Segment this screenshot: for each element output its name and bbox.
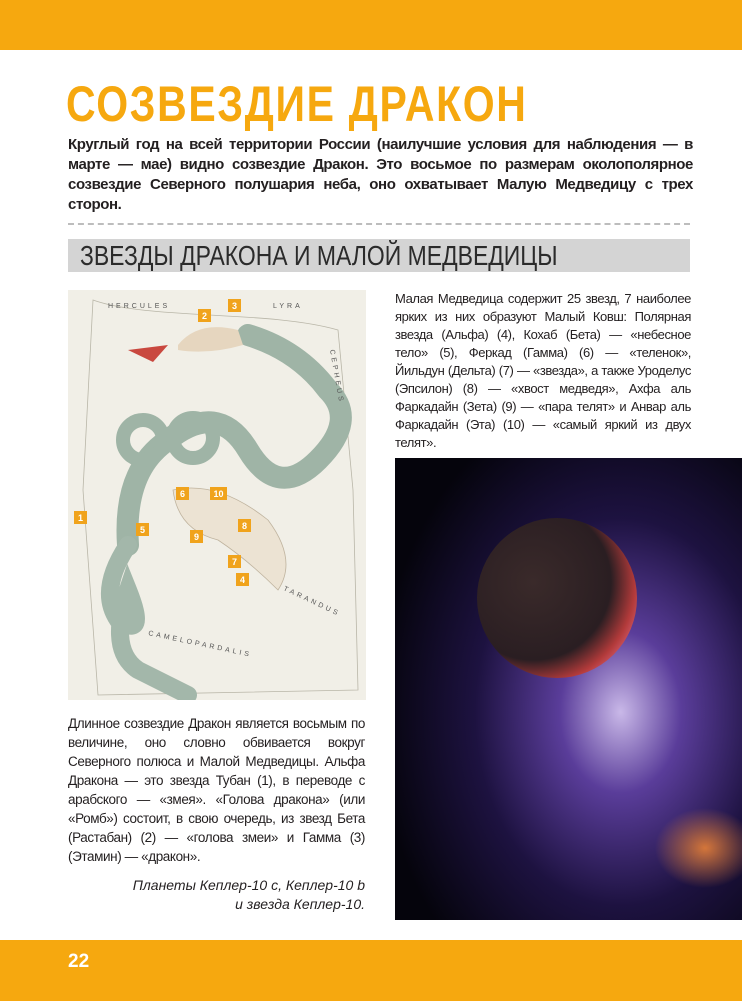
star-marker-6 — [176, 487, 189, 500]
image-caption — [68, 876, 365, 914]
section-header — [68, 239, 690, 272]
svg-text:2: 2 — [201, 311, 208, 321]
dashed-divider — [68, 223, 690, 225]
star-marker-8 — [238, 519, 251, 532]
planet — [477, 518, 637, 678]
map-label-lyra: LYRA — [273, 303, 303, 310]
svg-text:4: 4 — [239, 575, 246, 585]
star-marker-1 — [74, 511, 87, 524]
svg-text:1: 1 — [77, 513, 84, 523]
star-marker-5 — [136, 523, 149, 536]
map-label-camelopardalis: CAMELOPARDALIS — [147, 630, 253, 659]
star-marker-3 — [228, 299, 241, 312]
svg-text:9: 9 — [193, 532, 200, 542]
svg-text:3: 3 — [231, 301, 238, 311]
map-label-tarandus: TARANDUS — [282, 585, 342, 619]
svg-text:8: 8 — [241, 521, 248, 531]
svg-text:10: 10 — [213, 489, 224, 499]
svg-text:6: 6 — [179, 489, 186, 499]
bottom-orange-bar — [0, 940, 742, 1001]
right-column — [395, 290, 742, 920]
page-title: СОЗВЕЗДИЕ ДРАКОН — [66, 76, 528, 132]
star-marker-9 — [190, 530, 203, 543]
page-header — [66, 76, 693, 272]
map-label-cepheus: CEPHEUS — [328, 349, 345, 405]
map-label-hercules: HERCULES — [108, 303, 171, 310]
page-number: 22 — [68, 951, 90, 972]
little-dipper-paragraph: Малая Медведица содержит 25 звезд, 7 наиболее ярких из них образуют Малый Ковш: Полярная звезда (Альфа) (4), Кохаб (Бета) — «небесное тело» (5), Феркад (Гамма) (6) — «теленок», Йильдун (Дельта) (7) — «звезда», а также Уроделус (Эпсилон) (8) — «хвост медведя», Ахфа аль Фаркадайн (Зета) (9) — «пара телят» и Анвар аль Фаркадайн (Эта) (10) — «самый яркий из двух телят». — [395, 291, 691, 450]
section-title: ЗВЕЗДЫ ДРАКОНА И МАЛОЙ МЕДВЕДИЦЫ — [80, 240, 558, 271]
top-orange-bar — [0, 0, 742, 50]
star-marker-2 — [198, 309, 211, 322]
left-column — [68, 290, 366, 914]
kepler-planet-image — [395, 458, 742, 920]
star-marker-10 — [210, 487, 227, 500]
constellation-map-image — [68, 290, 366, 700]
star-marker-4 — [236, 573, 249, 586]
star-marker-7 — [228, 555, 241, 568]
svg-text:5: 5 — [139, 525, 146, 535]
svg-text:7: 7 — [231, 557, 238, 567]
draco-paragraph: Длинное созвездие Дракон является восьмым по величине, оно словно обвивается вокруг Северного полюса и Малой Медведицы. Альфа Дракона — это звезда Тубан (1), в переводе с арабского — «змея». «Голова дракона» (или «Ромб») состоит, в свою очередь, из звезд Бета (Растабан) (2) — «голова змеи» и Гамма (3) (Этамин) — «дракон». — [68, 716, 365, 864]
intro-paragraph: Круглый год на всей территории России (наилучшие условия для наблюдения — в марте — мае) видно созвездие Дракон. Это восьмое по размерам околополярное созвездие Северного полушария неба, оно охватывает Малую Медведицу с трех сторон. — [68, 136, 693, 213]
content-columns — [68, 290, 742, 920]
caption-line-2: и звезда Кеплер-10. — [235, 896, 365, 912]
caption-line-1: Планеты Кеплер-10 c, Кеплер-10 b — [132, 877, 365, 893]
